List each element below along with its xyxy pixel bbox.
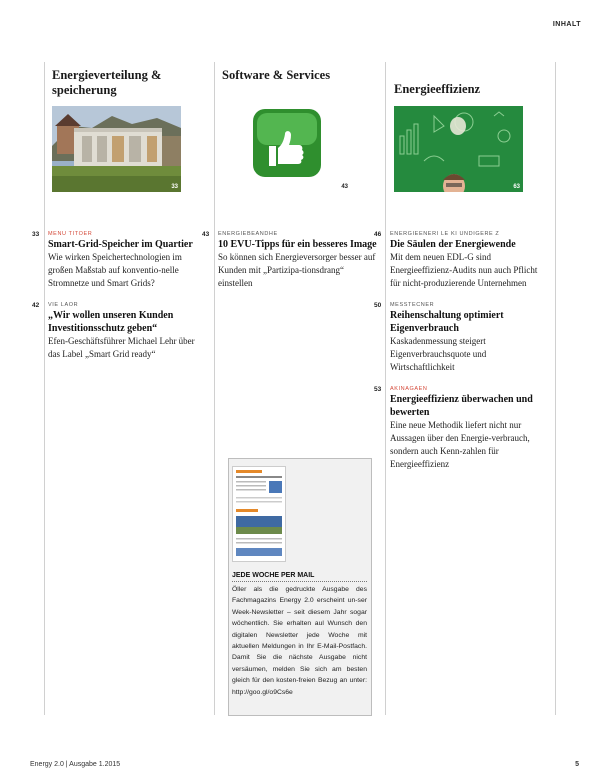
article-category: MENU TITOER [48, 231, 93, 237]
article-teaser: Wie wirken Speichertechnologien im großen Maßstab auf konventio-nelle Stromnetze und Smart Grids? [48, 252, 182, 288]
article-teaser: Efen-Geschäftsführer Michael Lehr über das Label „Smart Grid ready“ [48, 336, 195, 359]
article-teaser: Kaskadenmessung steigert Eigenverbrauchsquote und Wirtschaftlichkeit [390, 336, 487, 372]
article-category: VIE LAOR [48, 302, 79, 308]
article-page-number: 53 [374, 386, 382, 393]
article-title: Reihenschaltung optimiert Eigenverbrauch [390, 310, 504, 334]
article-title: 10 EVU-Tipps für ein besseres Image [218, 239, 377, 250]
article-page-number: 42 [32, 302, 40, 309]
article-title: Energieeffizienz überwachen und bewerten [390, 394, 533, 418]
article-teaser: Mit dem neuen EDL-G sind Energieeffizienz-Audits nun auch Pflicht für nicht-produzierende Unternehmen [390, 252, 538, 288]
article-page-number: 33 [32, 231, 40, 238]
column-title: Energieeffizienz [394, 82, 481, 96]
article-page-number: 43 [202, 231, 210, 238]
column-divider [214, 62, 215, 715]
newsletter-cover-image [232, 466, 286, 562]
article-category: ENERGIEBEANDHE [218, 231, 278, 237]
article-page-number: 46 [374, 231, 382, 238]
column-energy-distribution [32, 68, 204, 372]
article-page-number: 50 [374, 302, 382, 309]
article-category: AKINAGAEN [390, 386, 428, 392]
article-item[interactable] [202, 230, 377, 290]
article-title: Smart-Grid-Speicher im Quartier [48, 239, 193, 250]
article-item[interactable] [32, 301, 204, 361]
column-divider [44, 62, 45, 715]
article-category: ENERGIEENERI LE KI UNDIGERE Z [390, 231, 500, 237]
newsletter-heading: JEDE WOCHE PER MAIL [232, 572, 367, 582]
thumbnail-green-chalkboard[interactable] [394, 106, 523, 192]
article-category: MESSTECNER [390, 302, 435, 308]
article-item[interactable] [32, 230, 204, 290]
article-title: „Wir wollen unseren Kunden Investitionsschutz geben“ [48, 310, 174, 334]
thumbnail-page-number: 43 [341, 184, 348, 190]
footer-issue: Energy 2.0 | Ausgabe 1.2015 [30, 761, 121, 768]
page-number: 5 [575, 761, 579, 768]
thumbnail-page-number: 33 [171, 184, 178, 190]
article-teaser: Eine neue Methodik liefert nicht nur Aussagen über den Energie-verbrauch, sondern auch Kenn-zahlen für Energieeffizienz [390, 420, 530, 469]
column-software-services [202, 68, 377, 301]
thumbnail-storage-container[interactable] [52, 106, 181, 192]
column-divider [555, 62, 556, 715]
article-item[interactable] [374, 385, 546, 471]
newsletter-box[interactable] [228, 458, 372, 716]
thumbnail-thumbs-up[interactable] [222, 106, 351, 192]
article-title: Die Säulen der Energiewende [390, 239, 516, 250]
article-teaser: So können sich Energieversorger besser auf Kunden mit „Partizipa-tionsdrang“ einstellen [218, 252, 376, 288]
column-title: Software & Services [222, 68, 331, 82]
section-label: INHALT [552, 21, 581, 28]
article-item[interactable] [374, 230, 546, 290]
column-title: Energieverteilung & speicherung [52, 68, 162, 97]
article-item[interactable] [374, 301, 546, 374]
column-energy-efficiency [374, 68, 546, 482]
thumbnail-page-number: 63 [513, 184, 520, 190]
newsletter-text: Öller als die gedruckte Ausgabe des Fachmagazins Energy 2.0 erscheint un-ser Week-Newsletter – seit diesem Jahr sogar wöchentlich. Sie erhalten aul Wunsch den digitalen Newsletter jede Woche mit aktuellen Meldungen in Ihr E-Mail-Postfach. Damit Sie die nächste Ausgabe nicht versäumen, melden Sie sich am besten gleich für den kosten-freien Bezug an unter: http://goo.gl/o9Cs6e [232, 586, 367, 696]
